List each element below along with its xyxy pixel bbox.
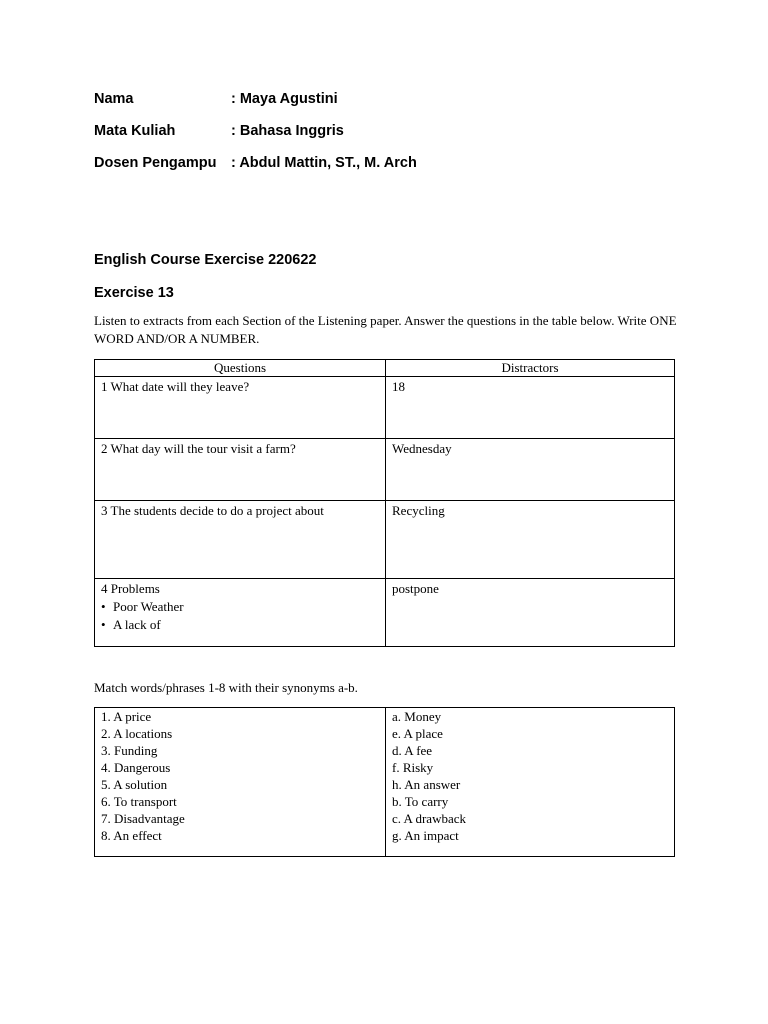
info-label: Nama xyxy=(94,91,134,107)
questions-table xyxy=(94,359,675,647)
table-row xyxy=(95,501,675,579)
instructions: Listen to extracts from each Section of the Listening paper. Answer the questions in the table below. Write ONE WORD AND/OR A NUMBER. xyxy=(94,313,677,346)
list-item: 6. To transport xyxy=(101,794,177,809)
info-label: Dosen Pengampu xyxy=(94,155,217,171)
answer-cell: postpone xyxy=(386,579,675,647)
words-list xyxy=(101,708,379,844)
table-row xyxy=(95,377,675,439)
bullet-item: • Poor Weather xyxy=(101,598,379,616)
question-cell: 2 What day will the tour visit a farm? xyxy=(95,439,386,501)
table-row xyxy=(95,579,675,647)
table-header-row xyxy=(95,360,675,377)
table-row xyxy=(95,439,675,501)
bullet-list xyxy=(101,598,379,634)
list-item: a. Money xyxy=(392,709,442,724)
list-item: g. An impact xyxy=(392,828,459,843)
bullet-item: • A lack of xyxy=(101,616,379,634)
question-cell: 3 The students decide to do a project about xyxy=(95,501,386,579)
info-value: : Abdul Mattin, ST., M. Arch xyxy=(231,155,417,171)
question-cell xyxy=(95,579,386,647)
list-item: d. A fee xyxy=(392,743,433,758)
info-label: Mata Kuliah xyxy=(94,123,176,139)
list-item: 7. Disadvantage xyxy=(101,811,185,826)
match-instructions: Match words/phrases 1-8 with their synonyms a-b. xyxy=(94,680,358,695)
list-item: 3. Funding xyxy=(101,743,158,758)
list-item: 2. A locations xyxy=(101,726,173,741)
list-item: 1. A price xyxy=(101,709,152,724)
table-row xyxy=(95,708,675,857)
answer-cell: Wednesday xyxy=(386,439,675,501)
answer-cell: Recycling xyxy=(386,501,675,579)
question-cell: 1 What date will they leave? xyxy=(95,377,386,439)
column-header-questions: Questions xyxy=(95,360,386,377)
column-header-distractors: Distractors xyxy=(386,360,675,377)
list-item: e. A place xyxy=(392,726,443,741)
list-item: h. An answer xyxy=(392,777,461,792)
synonyms-cell xyxy=(386,708,675,857)
list-item: 8. An effect xyxy=(101,828,162,843)
list-item: 4. Dangerous xyxy=(101,760,171,775)
answer-cell: 18 xyxy=(386,377,675,439)
match-table xyxy=(94,707,675,857)
list-item: b. To carry xyxy=(392,794,449,809)
info-value: : Maya Agustini xyxy=(231,91,338,107)
list-item: 5. A solution xyxy=(101,777,168,792)
list-item: c. A drawback xyxy=(392,811,467,826)
info-value: : Bahasa Inggris xyxy=(231,123,344,139)
list-item: f. Risky xyxy=(392,760,434,775)
synonyms-list xyxy=(392,708,668,844)
question-text: 4 Problems xyxy=(101,581,160,596)
words-cell xyxy=(95,708,386,857)
course-title: English Course Exercise 220622 xyxy=(94,252,317,268)
exercise-title: Exercise 13 xyxy=(94,285,174,301)
